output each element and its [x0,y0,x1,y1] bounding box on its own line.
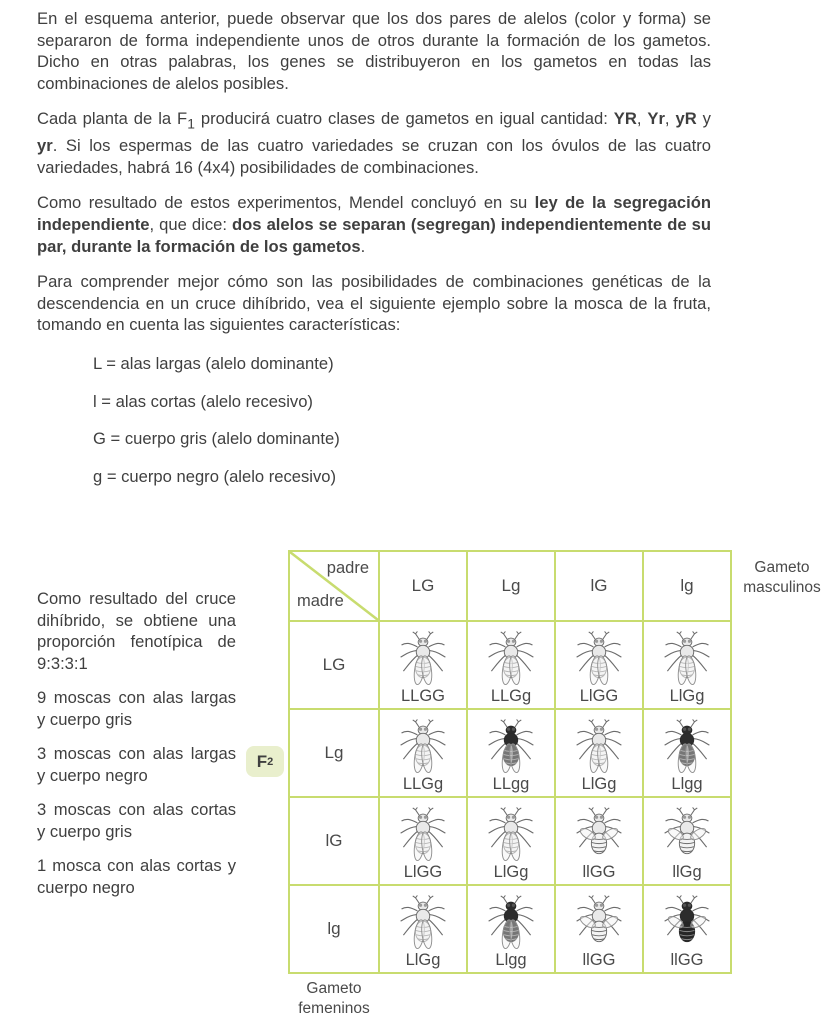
genotype-label: LlGg [405,951,441,969]
genotype-label: llGG [582,863,616,881]
col-header-lg: lg [644,552,730,620]
punnett-cell-LlGG [556,622,642,708]
row-header-lG: lG [290,798,378,884]
allele-definition-2: G = cuerpo gris (alelo dominante) [93,429,340,449]
genotype-label: llGg [672,863,702,881]
punnett-corner-cell [290,552,378,620]
allele-definition-3: g = cuerpo negro (alelo recesivo) [93,466,337,486]
punnett-cell-Llgg [644,710,730,796]
punnett-cell-LlGg [380,886,466,972]
paragraph-ley-segregacion: Como resultado de estos experimentos, Mendel concluyó en su ley de la segregación independiente, que dice: dos alelos se separan (segregan) independientemente de su par, durante la formación de los gametos. [37,193,711,256]
punnett-square-table [288,550,732,974]
fly-gray-body-long-wings-image [573,631,625,687]
punnett-cell-LLgg [468,710,554,796]
punnett-cell-LlGG [380,798,466,884]
punnett-cell-Llgg [468,886,554,972]
punnett-cell-LlGg [468,798,554,884]
allele-definition-1: l = alas cortas (alelo recesivo) [93,391,313,411]
f1-subscript: 1 [187,115,195,132]
punnett-cell-LLGG [380,622,466,708]
result-item-1: 3 moscas con alas largas y cuerpo negro [37,744,236,785]
result-item-2: 3 moscas con alas cortas y cuerpo gris [37,800,236,841]
genotype-label: LlGg [493,863,529,881]
col-header-LG: LG [380,552,466,620]
fly-gray-body-long-wings-image [485,807,537,863]
genotype-label: LLGG [400,687,446,705]
male-gametes-label: Gameto masculinos [743,559,821,596]
fly-gray-body-long-wings-image [485,631,537,687]
fly-gray-body-long-wings-image [661,631,713,687]
genotype-label: LlGG [579,687,619,705]
row-header-LG: LG [290,622,378,708]
fly-gray-body-short-wings-image [661,807,713,863]
phenotype-ratio-text: Como resultado del cruce dihíbrido, se obtiene una proporción fenotípica de 9:3:3:1 [37,589,236,673]
genotype-label: LLgg [492,775,530,793]
genotype-label: Llgg [495,951,527,969]
fly-gray-body-short-wings-image [573,895,625,951]
genotype-label: LLGg [402,775,444,793]
genotype-label: LLGg [490,687,532,705]
allele-definition-0: L = alas largas (alelo dominante) [93,354,334,374]
punnett-cell-llGG [556,886,642,972]
result-item-0: 9 moscas con alas largas y cuerpo gris [37,688,236,729]
fly-black-body-long-wings-image [661,719,713,775]
fly-gray-body-long-wings-image [397,631,449,687]
punnett-cell-LLGg [468,622,554,708]
fly-gray-body-short-wings-image [573,807,625,863]
fly-black-body-long-wings-image [485,719,537,775]
result-item-3: 1 mosca con alas cortas y cuerpo negro [37,856,236,897]
genotype-label: llGG [670,951,704,969]
col-header-lG: lG [556,552,642,620]
female-gametes-label: Gameto femeninos [298,980,370,1017]
fly-gray-body-long-wings-image [397,895,449,951]
col-header-Lg: Lg [468,552,554,620]
genotype-label: LlGg [669,687,705,705]
allele-definition-list [93,353,711,487]
fly-black-body-short-wings-image [661,895,713,951]
punnett-cell-LlGg [644,622,730,708]
fly-black-body-long-wings-image [485,895,537,951]
genotype-label: Llgg [671,775,703,793]
punnett-cell-LLGg [380,710,466,796]
paragraph-cruce-dihibrido: Para comprender mejor cómo son las posibilidades de combinaciones genéticas de la descendencia en un cruce dihíbrido, vea el siguiente ejemplo sobre la mosca de la fruta, tomando en cuenta las siguientes características: [37,272,711,335]
punnett-cell-llGG [644,886,730,972]
fly-gray-body-long-wings-image [397,807,449,863]
intro-text-block [37,8,711,503]
punnett-cell-LlGg [556,710,642,796]
row-header-lg: lg [290,886,378,972]
corner-label-madre: madre [297,592,344,610]
paragraph-esquema: En el esquema anterior, puede observar que los dos pares de alelos (color y forma) se separaron de forma independiente unos de otros durante la formación de los gametos. Dicho en otras palabras, los genes se distribuyeron en los gametos en todas las combinaciones de alelos posibles. [37,9,711,93]
genotype-label: LlGG [403,863,443,881]
genotype-label: llGG [582,951,616,969]
results-text-block [37,588,236,911]
genotype-label: LlGg [581,775,617,793]
row-header-Lg: Lg [290,710,378,796]
corner-label-padre: padre [326,559,369,577]
fly-gray-body-long-wings-image [397,719,449,775]
f2-generation-badge: F 2 [246,746,284,777]
fly-gray-body-long-wings-image [573,719,625,775]
paragraph-gametos: Cada planta de la $F_1$ producirá cuatro clases de gametos en igual cantidad: YR, Yr, yR y yr. Si los espermas de las cuatro variedades se cruzan con los óvulos de las cuatro variedades, habrá 16 (4x4) posibilidades de combinaciones. [37,109,711,177]
punnett-cell-llGg [644,798,730,884]
punnett-cell-llGG [556,798,642,884]
